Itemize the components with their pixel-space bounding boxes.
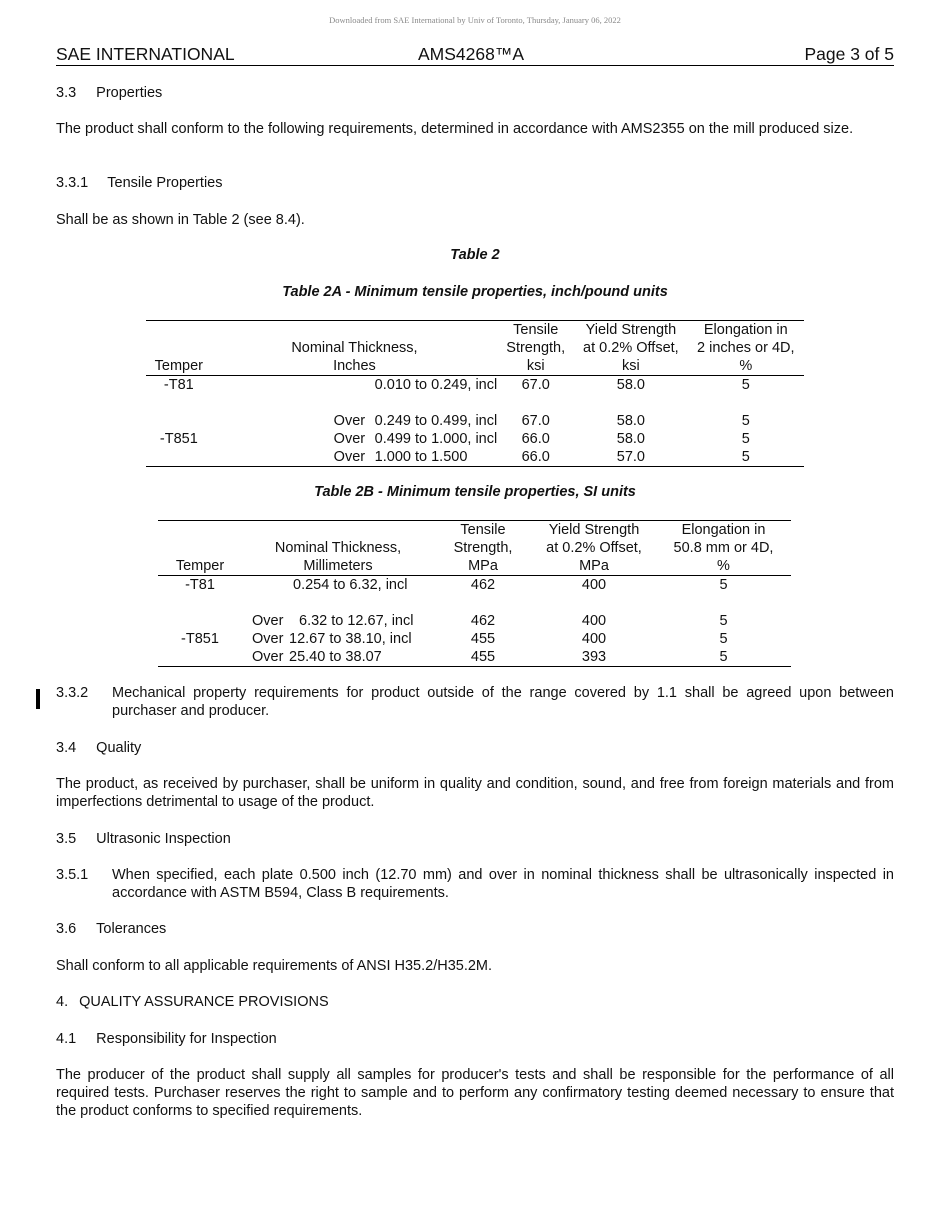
table-row: [146, 412, 804, 430]
section-title: Quality: [96, 740, 142, 756]
cell-tensile: 462: [470, 613, 496, 629]
section-number: 3.3: [56, 85, 77, 101]
cell-elongation: 5: [741, 413, 750, 429]
thickness-range: 0.499 to 1.000, incl: [374, 431, 498, 447]
over-label: Over: [333, 449, 366, 465]
section-3-3-2-text: Mechanical property requirements for product outside of the range covered by 1.1 shall be agreed upon between purchaser and producer.: [112, 685, 894, 719]
header-yield: at 0.2% Offset,: [583, 340, 679, 356]
cell-temper: [146, 412, 212, 430]
cell-thickness: [212, 376, 498, 395]
section-number: 3.3.1: [56, 175, 89, 191]
table-2b-caption: Table 2B - Minimum tensile properties, SI units: [314, 484, 636, 500]
section-4-1-text: The producer of the product shall supply all samples for producer's tests and shall be responsible for the performance of all required tests. Purchaser reserves the right to sample and to perform any confirmatory testing deemed necessary to ensure that the product conforms to specified requirements.: [56, 1067, 894, 1119]
header-yield: Yield Strength: [585, 322, 677, 338]
cell-temper: [158, 648, 242, 667]
cell-temper: [158, 612, 242, 630]
thickness-range: 0.010 to 0.249, incl: [374, 377, 498, 393]
header-yield: Yield Strength: [548, 522, 640, 538]
cell-tensile: 455: [434, 648, 532, 667]
cell-elongation: 5: [688, 448, 804, 467]
thickness-range: 1.000 to 1.500: [374, 449, 468, 465]
table-row: [146, 430, 804, 448]
over-label: Over: [252, 613, 284, 629]
cell-yield: 400: [581, 631, 607, 647]
cell-yield: 400: [581, 613, 607, 629]
over-label: Over: [252, 631, 284, 647]
header-doc-number: AMS4268™A: [418, 44, 525, 64]
download-watermark: Downloaded from SAE International by Univ of Toronto, Thursday, January 06, 2022: [329, 15, 621, 25]
cell-temper: -T851: [159, 431, 198, 447]
section-title: QUALITY ASSURANCE PROVISIONS: [79, 994, 329, 1010]
cell-elongation: 5: [741, 377, 750, 393]
cell-thickness: [242, 648, 434, 667]
header-tensile: Strength,: [506, 340, 566, 356]
section-3-4-text: The product, as received by purchaser, shall be uniform in quality and condition, sound, and free from foreign materials and from imperfections detrimental to usage of the product.: [56, 776, 894, 810]
cell-elongation: 5: [741, 431, 750, 447]
cell-elongation: 5: [719, 631, 728, 647]
section-number: 3.3.2: [56, 685, 89, 701]
cell-tensile: 66.0: [521, 431, 550, 447]
header-tensile: ksi: [497, 357, 574, 376]
cell-elongation: 5: [656, 648, 791, 667]
cell-elongation: 5: [719, 577, 728, 593]
section-heading-4-1: [56, 1030, 277, 1048]
table-2b: [158, 520, 791, 667]
header-yield: at 0.2% Offset,: [546, 540, 642, 556]
cell-yield: 58.0: [616, 377, 645, 393]
section-heading-3-4: [56, 739, 141, 757]
header-yield: MPa: [532, 557, 656, 576]
section-title: Properties: [96, 85, 163, 101]
cell-thickness: [212, 430, 498, 448]
thickness-range: 0.254 to 6.32, incl: [293, 577, 408, 593]
header-tensile: Tensile: [460, 522, 506, 538]
header-elongation: 50.8 mm or 4D,: [673, 540, 774, 556]
cell-thickness: [242, 612, 434, 630]
header-thickness: Nominal Thickness,: [291, 340, 418, 356]
header-publisher: SAE INTERNATIONAL: [56, 44, 235, 64]
revision-change-bar: [36, 689, 40, 709]
section-heading-4: [56, 993, 329, 1011]
cell-tensile: 462: [470, 577, 496, 593]
cell-thickness: [212, 448, 498, 467]
cell-yield: 400: [581, 577, 607, 593]
section-3-6-text: Shall conform to all applicable requirements of ANSI H35.2/H35.2M.: [56, 958, 493, 974]
section-title: Ultrasonic Inspection: [96, 831, 231, 847]
section-3-3-text: The product shall conform to the following requirements, determined in accordance with AMS2355 on the mill produced size.: [56, 121, 854, 137]
thickness-range: 6.32 to 12.67, incl: [299, 613, 414, 629]
cell-thickness: [242, 630, 434, 648]
section-title: Tensile Properties: [107, 175, 223, 191]
cell-yield: 58.0: [616, 413, 645, 429]
header-thickness: Inches: [212, 357, 498, 376]
thickness-range: 0.249 to 0.499, incl: [374, 413, 498, 429]
table-row: [146, 448, 804, 467]
cell-temper: -T81: [185, 577, 215, 593]
table-row: [158, 630, 791, 648]
table-row: [158, 576, 791, 595]
section-3-3-1-text: Shall be as shown in Table 2 (see 8.4).: [56, 212, 305, 228]
thickness-range: 12.67 to 38.10, incl: [289, 631, 412, 647]
cell-temper: -T81: [163, 377, 194, 393]
over-label: Over: [333, 413, 366, 429]
section-number: 3.5.1: [56, 867, 89, 883]
table-row: [158, 612, 791, 630]
table-2-caption: Table 2: [450, 247, 500, 263]
section-number: 4.1: [56, 1031, 77, 1047]
cell-temper: [146, 448, 212, 467]
cell-tensile: 67.0: [521, 377, 550, 393]
thickness-range: 25.40 to 38.07: [289, 649, 382, 665]
cell-thickness: [212, 412, 498, 430]
header-tensile: Strength,: [453, 540, 513, 556]
over-label: Over: [333, 431, 366, 447]
cell-yield: 58.0: [616, 431, 645, 447]
table-row: [158, 648, 791, 667]
section-title: Tolerances: [96, 921, 167, 937]
section-heading-3-5: [56, 830, 231, 848]
header-elongation: %: [656, 557, 791, 576]
header-yield: ksi: [574, 357, 687, 376]
header-tensile: MPa: [434, 557, 532, 576]
table-row: [146, 376, 804, 395]
header-elongation: 2 inches or 4D,: [697, 340, 795, 356]
section-3-5-1-text: When specified, each plate 0.500 inch (12.70 mm) and over in nominal thickness shall be ultrasonically inspected in accordance with ASTM B594, Class B requirements.: [112, 867, 894, 901]
cell-tensile: 67.0: [521, 413, 550, 429]
header-thickness: Nominal Thickness,: [274, 540, 402, 556]
header-elongation: %: [688, 357, 804, 376]
cell-thickness: [242, 576, 434, 595]
table-2a: [146, 320, 804, 467]
section-heading-3-3: [56, 84, 162, 102]
section-3-5-1: [56, 866, 894, 902]
header-elongation: Elongation in: [681, 522, 766, 538]
section-number: 3.4: [56, 740, 77, 756]
cell-temper: -T851: [181, 631, 219, 647]
over-label: Over: [252, 649, 284, 665]
cell-tensile: 66.0: [497, 448, 574, 467]
section-heading-3-3-1: [56, 174, 223, 192]
section-number: 3.6: [56, 921, 77, 937]
page-header: [56, 44, 894, 66]
header-temper: Temper: [158, 557, 242, 576]
cell-yield: 393: [532, 648, 656, 667]
section-number: 4.: [56, 994, 69, 1010]
table-2a-caption: Table 2A - Minimum tensile properties, inch/pound units: [282, 284, 668, 300]
header-elongation: Elongation in: [703, 322, 788, 338]
header-page-number: Page 3 of 5: [804, 44, 894, 64]
section-number: 3.5: [56, 831, 77, 847]
section-title: Responsibility for Inspection: [96, 1031, 277, 1047]
cell-yield: 57.0: [574, 448, 687, 467]
cell-tensile: 455: [470, 631, 496, 647]
header-temper: Temper: [146, 357, 212, 376]
cell-elongation: 5: [719, 613, 728, 629]
section-heading-3-6: [56, 920, 166, 938]
section-3-3-2: [56, 684, 894, 720]
header-thickness: Millimeters: [242, 557, 434, 576]
header-tensile: Tensile: [513, 322, 559, 338]
